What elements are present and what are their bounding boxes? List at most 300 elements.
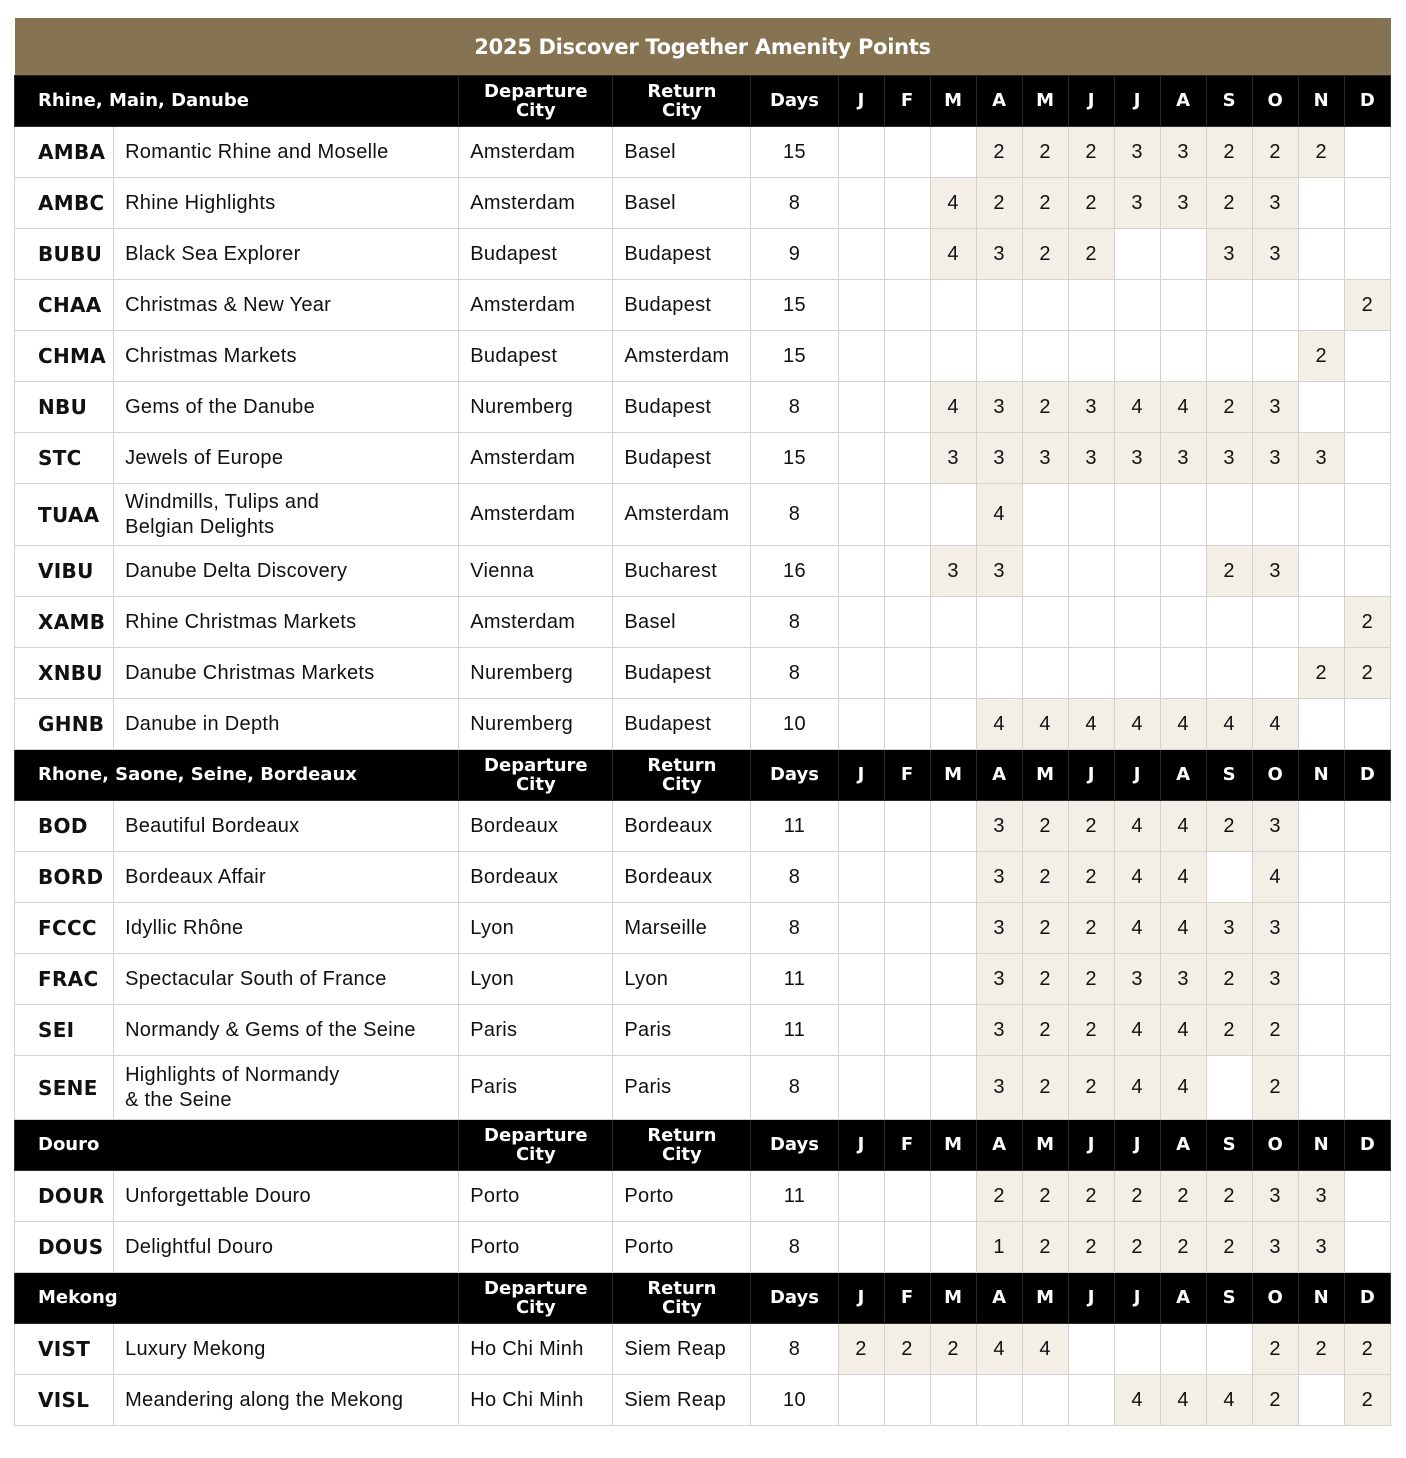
month-points-cell bbox=[930, 1171, 976, 1222]
trip-days: 10 bbox=[751, 699, 838, 750]
table-row bbox=[15, 1056, 1391, 1120]
table-row bbox=[15, 699, 1391, 750]
month-points-cell bbox=[1298, 178, 1344, 229]
return-city: Budapest bbox=[613, 382, 751, 433]
trip-name-line: Christmas Markets bbox=[125, 344, 297, 367]
month-points-cell: 4 bbox=[930, 229, 976, 280]
trip-name-line: Rhine Highlights bbox=[125, 191, 276, 214]
header-line: Departure bbox=[484, 1125, 588, 1146]
header-line: City bbox=[515, 1144, 556, 1165]
month-points-cell: 4 bbox=[1114, 852, 1160, 903]
month-points-cell bbox=[1344, 229, 1390, 280]
table-row bbox=[15, 546, 1391, 597]
month-points-cell: 2 bbox=[1068, 801, 1114, 852]
days-header: Days bbox=[751, 1273, 838, 1324]
table-title: 2025 Discover Together Amenity Points bbox=[15, 18, 1391, 76]
month-points-cell: 2 bbox=[1068, 1056, 1114, 1120]
month-points-cell bbox=[838, 648, 884, 699]
month-header: J bbox=[1114, 750, 1160, 801]
month-points-cell: 2 bbox=[1022, 1005, 1068, 1056]
month-points-cell: 3 bbox=[1252, 1222, 1298, 1273]
month-points-cell bbox=[884, 699, 930, 750]
month-points-cell bbox=[884, 954, 930, 1005]
month-header: M bbox=[1022, 750, 1068, 801]
month-header: J bbox=[1114, 1120, 1160, 1171]
month-points-cell bbox=[884, 597, 930, 648]
return-city: Siem Reap bbox=[613, 1324, 751, 1375]
month-points-cell: 4 bbox=[1160, 852, 1206, 903]
month-points-cell bbox=[930, 1005, 976, 1056]
month-points-cell: 2 bbox=[1344, 1375, 1390, 1426]
return-city: Budapest bbox=[613, 229, 751, 280]
month-points-cell bbox=[838, 382, 884, 433]
month-points-cell: 4 bbox=[1252, 852, 1298, 903]
month-points-cell bbox=[1298, 1375, 1344, 1426]
departure-city: Vienna bbox=[459, 546, 613, 597]
section-header-row bbox=[15, 1120, 1391, 1171]
trip-days: 8 bbox=[751, 484, 838, 546]
month-points-cell bbox=[1344, 546, 1390, 597]
header-line: City bbox=[662, 1297, 702, 1318]
month-points-cell bbox=[838, 1171, 884, 1222]
month-points-cell: 2 bbox=[1068, 903, 1114, 954]
table-row bbox=[15, 1375, 1391, 1426]
month-points-cell: 4 bbox=[1114, 1005, 1160, 1056]
month-points-cell: 4 bbox=[1068, 699, 1114, 750]
month-points-cell: 3 bbox=[976, 801, 1022, 852]
month-points-cell: 3 bbox=[1298, 433, 1344, 484]
header-line: City bbox=[662, 1144, 702, 1165]
table-row bbox=[15, 331, 1391, 382]
month-points-cell bbox=[884, 484, 930, 546]
header-line: City bbox=[515, 100, 556, 121]
month-points-cell bbox=[1344, 178, 1390, 229]
month-points-cell bbox=[884, 433, 930, 484]
month-points-cell bbox=[1298, 280, 1344, 331]
month-points-cell bbox=[1298, 699, 1344, 750]
header-line: Return bbox=[647, 1278, 717, 1299]
month-points-cell: 2 bbox=[1298, 127, 1344, 178]
return-city: Siem Reap bbox=[613, 1375, 751, 1426]
header-line: Departure bbox=[484, 755, 588, 776]
trip-name bbox=[114, 1171, 459, 1222]
header-line: City bbox=[515, 774, 556, 795]
month-points-cell bbox=[1114, 648, 1160, 699]
trip-name-line: Gems of the Danube bbox=[125, 395, 316, 418]
trip-days: 11 bbox=[751, 1005, 838, 1056]
month-points-cell: 3 bbox=[976, 954, 1022, 1005]
departure-city: Ho Chi Minh bbox=[459, 1324, 613, 1375]
month-points-cell bbox=[1252, 484, 1298, 546]
month-header: F bbox=[884, 1273, 930, 1324]
month-points-cell bbox=[884, 903, 930, 954]
trip-code: DOUS bbox=[15, 1222, 114, 1273]
table-row bbox=[15, 127, 1391, 178]
return-city: Basel bbox=[613, 178, 751, 229]
month-points-cell bbox=[1068, 546, 1114, 597]
month-points-cell: 3 bbox=[1160, 127, 1206, 178]
month-points-cell: 2 bbox=[1022, 801, 1068, 852]
return-city: Budapest bbox=[613, 280, 751, 331]
month-header: J bbox=[1114, 76, 1160, 127]
month-points-cell: 3 bbox=[1160, 433, 1206, 484]
trip-code: AMBA bbox=[15, 127, 114, 178]
month-points-cell bbox=[1160, 331, 1206, 382]
month-points-cell bbox=[1298, 597, 1344, 648]
month-points-cell bbox=[1206, 280, 1252, 331]
month-points-cell bbox=[1114, 484, 1160, 546]
month-points-cell: 2 bbox=[1022, 178, 1068, 229]
month-points-cell: 2 bbox=[1252, 1056, 1298, 1120]
month-points-cell bbox=[838, 1005, 884, 1056]
trip-days: 8 bbox=[751, 1222, 838, 1273]
trip-code: BOD bbox=[15, 801, 114, 852]
departure-city: Amsterdam bbox=[459, 178, 613, 229]
month-points-cell bbox=[1022, 484, 1068, 546]
days-header: Days bbox=[751, 1120, 838, 1171]
trip-name bbox=[114, 331, 459, 382]
month-points-cell bbox=[930, 127, 976, 178]
month-points-cell: 2 bbox=[1344, 597, 1390, 648]
month-points-cell bbox=[884, 801, 930, 852]
month-header: A bbox=[1160, 750, 1206, 801]
month-header: M bbox=[1022, 76, 1068, 127]
month-points-cell bbox=[1298, 954, 1344, 1005]
month-points-cell bbox=[1298, 1005, 1344, 1056]
month-points-cell bbox=[1022, 648, 1068, 699]
month-points-cell: 2 bbox=[838, 1324, 884, 1375]
month-points-cell: 4 bbox=[1022, 699, 1068, 750]
month-points-cell bbox=[884, 229, 930, 280]
return-city: Bordeaux bbox=[613, 852, 751, 903]
region-name: Rhine, Main, Danube bbox=[15, 76, 459, 127]
return-city: Budapest bbox=[613, 648, 751, 699]
month-points-cell: 2 bbox=[930, 1324, 976, 1375]
header-line: Return bbox=[647, 81, 717, 102]
trip-name bbox=[114, 280, 459, 331]
month-points-cell bbox=[838, 178, 884, 229]
month-points-cell bbox=[1160, 597, 1206, 648]
trip-days: 8 bbox=[751, 178, 838, 229]
month-points-cell: 2 bbox=[1114, 1171, 1160, 1222]
month-points-cell: 3 bbox=[1114, 433, 1160, 484]
trip-name bbox=[114, 852, 459, 903]
month-points-cell: 2 bbox=[1206, 1171, 1252, 1222]
month-points-cell bbox=[884, 852, 930, 903]
month-points-cell bbox=[930, 1056, 976, 1120]
month-points-cell: 4 bbox=[1252, 699, 1298, 750]
header-line: City bbox=[662, 100, 702, 121]
header-line: Departure bbox=[484, 81, 588, 102]
month-points-cell: 2 bbox=[976, 178, 1022, 229]
month-header: D bbox=[1344, 1273, 1390, 1324]
trip-name-line: Unforgettable Douro bbox=[125, 1184, 311, 1207]
month-points-cell bbox=[1298, 852, 1344, 903]
month-points-cell bbox=[1022, 1375, 1068, 1426]
month-points-cell: 2 bbox=[1344, 648, 1390, 699]
month-points-cell: 2 bbox=[1298, 648, 1344, 699]
trip-name-line: Belgian Delights bbox=[125, 515, 275, 538]
month-points-cell: 4 bbox=[1114, 801, 1160, 852]
trip-name-line: Jewels of Europe bbox=[125, 446, 284, 469]
month-points-cell bbox=[838, 1056, 884, 1120]
month-points-cell bbox=[1344, 331, 1390, 382]
table-row bbox=[15, 597, 1391, 648]
month-points-cell bbox=[1068, 597, 1114, 648]
month-points-cell bbox=[930, 597, 976, 648]
header-line: Return bbox=[647, 1125, 717, 1146]
month-header: J bbox=[1068, 750, 1114, 801]
trip-name-line: Beautiful Bordeaux bbox=[125, 814, 300, 837]
month-points-cell: 2 bbox=[1344, 1324, 1390, 1375]
trip-days: 8 bbox=[751, 382, 838, 433]
month-points-cell bbox=[1252, 331, 1298, 382]
month-points-cell: 2 bbox=[1298, 331, 1344, 382]
trip-code: FCCC bbox=[15, 903, 114, 954]
return-city: Budapest bbox=[613, 699, 751, 750]
header-line: City bbox=[662, 774, 702, 795]
return-city: Porto bbox=[613, 1222, 751, 1273]
table-row bbox=[15, 484, 1391, 546]
month-points-cell bbox=[1160, 484, 1206, 546]
month-points-cell bbox=[930, 1222, 976, 1273]
table-row bbox=[15, 1324, 1391, 1375]
departure-city: Amsterdam bbox=[459, 280, 613, 331]
month-points-cell: 2 bbox=[1114, 1222, 1160, 1273]
month-points-cell: 4 bbox=[1114, 903, 1160, 954]
departure-city: Budapest bbox=[459, 331, 613, 382]
month-points-cell: 4 bbox=[1114, 699, 1160, 750]
trip-name bbox=[114, 648, 459, 699]
month-points-cell: 4 bbox=[1160, 1056, 1206, 1120]
month-points-cell: 2 bbox=[1022, 903, 1068, 954]
return-city: Budapest bbox=[613, 433, 751, 484]
month-header: J bbox=[1068, 1120, 1114, 1171]
trip-code: CHMA bbox=[15, 331, 114, 382]
return-city: Lyon bbox=[613, 954, 751, 1005]
month-points-cell: 2 bbox=[1206, 382, 1252, 433]
departure-city: Bordeaux bbox=[459, 801, 613, 852]
trip-days: 11 bbox=[751, 954, 838, 1005]
month-points-cell: 2 bbox=[1022, 1171, 1068, 1222]
month-header: A bbox=[976, 1120, 1022, 1171]
trip-days: 8 bbox=[751, 1324, 838, 1375]
month-points-cell bbox=[1344, 433, 1390, 484]
month-points-cell bbox=[1068, 280, 1114, 331]
month-header: M bbox=[930, 76, 976, 127]
month-points-cell bbox=[1206, 597, 1252, 648]
trip-name-line: Black Sea Explorer bbox=[125, 242, 301, 265]
month-header: J bbox=[838, 76, 884, 127]
month-points-cell: 2 bbox=[884, 1324, 930, 1375]
month-points-cell: 2 bbox=[1252, 1005, 1298, 1056]
trip-days: 8 bbox=[751, 1056, 838, 1120]
departure-city: Porto bbox=[459, 1222, 613, 1273]
departure-city: Amsterdam bbox=[459, 484, 613, 546]
month-points-cell bbox=[838, 229, 884, 280]
month-header: A bbox=[976, 76, 1022, 127]
trip-code: NBU bbox=[15, 382, 114, 433]
month-points-cell: 2 bbox=[1252, 1375, 1298, 1426]
trip-code: SENE bbox=[15, 1056, 114, 1120]
month-header: A bbox=[976, 1273, 1022, 1324]
trip-name bbox=[114, 597, 459, 648]
month-points-cell: 3 bbox=[1068, 433, 1114, 484]
trip-name bbox=[114, 1375, 459, 1426]
month-points-cell bbox=[1160, 648, 1206, 699]
month-points-cell: 3 bbox=[1252, 801, 1298, 852]
trip-code: VIST bbox=[15, 1324, 114, 1375]
month-points-cell bbox=[1068, 1324, 1114, 1375]
month-points-cell bbox=[1344, 1056, 1390, 1120]
month-points-cell: 2 bbox=[1206, 954, 1252, 1005]
table-row bbox=[15, 1005, 1391, 1056]
month-points-cell: 3 bbox=[1252, 433, 1298, 484]
month-points-cell bbox=[1252, 280, 1298, 331]
month-points-cell: 3 bbox=[1022, 433, 1068, 484]
month-header: O bbox=[1252, 1273, 1298, 1324]
month-header: S bbox=[1206, 1120, 1252, 1171]
trip-name bbox=[114, 484, 459, 546]
trip-code: XAMB bbox=[15, 597, 114, 648]
month-points-cell bbox=[838, 852, 884, 903]
month-points-cell: 4 bbox=[930, 178, 976, 229]
month-points-cell bbox=[1344, 903, 1390, 954]
month-points-cell: 2 bbox=[1206, 178, 1252, 229]
trip-name bbox=[114, 1056, 459, 1120]
month-header: A bbox=[1160, 1120, 1206, 1171]
trip-name bbox=[114, 382, 459, 433]
month-points-cell: 4 bbox=[1160, 801, 1206, 852]
month-points-cell bbox=[838, 903, 884, 954]
month-points-cell bbox=[1068, 331, 1114, 382]
trip-name-line: Idyllic Rhône bbox=[125, 916, 244, 939]
month-points-cell bbox=[1160, 1324, 1206, 1375]
month-points-cell bbox=[838, 699, 884, 750]
trip-code: CHAA bbox=[15, 280, 114, 331]
trip-days: 11 bbox=[751, 801, 838, 852]
table-row bbox=[15, 229, 1391, 280]
table-row bbox=[15, 801, 1391, 852]
month-points-cell bbox=[1298, 903, 1344, 954]
month-header: J bbox=[838, 750, 884, 801]
month-points-cell bbox=[838, 597, 884, 648]
month-points-cell bbox=[976, 331, 1022, 382]
table-row bbox=[15, 852, 1391, 903]
month-header: M bbox=[1022, 1273, 1068, 1324]
month-points-cell: 4 bbox=[1160, 903, 1206, 954]
month-points-cell: 2 bbox=[1022, 1222, 1068, 1273]
month-points-cell: 2 bbox=[1206, 127, 1252, 178]
month-points-cell: 2 bbox=[1022, 1056, 1068, 1120]
table-row bbox=[15, 954, 1391, 1005]
month-points-cell: 2 bbox=[1068, 1005, 1114, 1056]
trip-days: 8 bbox=[751, 903, 838, 954]
month-points-cell: 4 bbox=[930, 382, 976, 433]
month-points-cell bbox=[1298, 484, 1344, 546]
month-points-cell: 4 bbox=[1114, 382, 1160, 433]
trip-name bbox=[114, 954, 459, 1005]
month-points-cell: 4 bbox=[1114, 1056, 1160, 1120]
month-points-cell: 3 bbox=[1252, 1171, 1298, 1222]
departure-city: Bordeaux bbox=[459, 852, 613, 903]
table-row bbox=[15, 1222, 1391, 1273]
month-points-cell: 3 bbox=[1298, 1171, 1344, 1222]
month-points-cell bbox=[1206, 1056, 1252, 1120]
month-points-cell bbox=[976, 597, 1022, 648]
return-city: Bucharest bbox=[613, 546, 751, 597]
month-points-cell bbox=[1160, 229, 1206, 280]
departure-city: Lyon bbox=[459, 954, 613, 1005]
month-points-cell bbox=[1206, 484, 1252, 546]
month-header: F bbox=[884, 76, 930, 127]
month-points-cell bbox=[884, 648, 930, 699]
month-points-cell bbox=[1114, 280, 1160, 331]
trip-name-line: Romantic Rhine and Moselle bbox=[125, 140, 389, 163]
departure-city: Lyon bbox=[459, 903, 613, 954]
month-points-cell: 3 bbox=[976, 546, 1022, 597]
month-points-cell: 3 bbox=[1114, 954, 1160, 1005]
trip-code: VIBU bbox=[15, 546, 114, 597]
trip-name-line: Bordeaux Affair bbox=[125, 865, 266, 888]
month-points-cell bbox=[884, 1222, 930, 1273]
month-header: O bbox=[1252, 750, 1298, 801]
month-points-cell: 2 bbox=[1160, 1171, 1206, 1222]
return-city: Basel bbox=[613, 127, 751, 178]
trip-code: AMBC bbox=[15, 178, 114, 229]
month-header: S bbox=[1206, 76, 1252, 127]
trip-name bbox=[114, 1222, 459, 1273]
month-points-cell bbox=[976, 1375, 1022, 1426]
month-header: O bbox=[1252, 1120, 1298, 1171]
month-points-cell: 2 bbox=[1022, 954, 1068, 1005]
trip-name-line: Delightful Douro bbox=[125, 1235, 274, 1258]
trip-name bbox=[114, 1005, 459, 1056]
departure-city: Amsterdam bbox=[459, 597, 613, 648]
month-points-cell: 4 bbox=[1206, 1375, 1252, 1426]
month-header: D bbox=[1344, 750, 1390, 801]
month-points-cell bbox=[1068, 648, 1114, 699]
return-city-header bbox=[613, 750, 751, 801]
month-header: M bbox=[930, 750, 976, 801]
trip-name-line: Luxury Mekong bbox=[125, 1337, 266, 1360]
month-points-cell: 3 bbox=[1114, 127, 1160, 178]
trip-days: 8 bbox=[751, 648, 838, 699]
month-points-cell bbox=[1114, 597, 1160, 648]
return-city-header bbox=[613, 1273, 751, 1324]
trip-days: 11 bbox=[751, 1171, 838, 1222]
month-points-cell: 4 bbox=[1160, 1005, 1206, 1056]
month-header: N bbox=[1298, 1120, 1344, 1171]
month-points-cell bbox=[930, 1375, 976, 1426]
return-city: Amsterdam bbox=[613, 484, 751, 546]
month-header: N bbox=[1298, 76, 1344, 127]
month-points-cell: 2 bbox=[1298, 1324, 1344, 1375]
month-header: N bbox=[1298, 1273, 1344, 1324]
departure-city: Nuremberg bbox=[459, 382, 613, 433]
month-points-cell: 4 bbox=[976, 699, 1022, 750]
month-points-cell: 4 bbox=[1114, 1375, 1160, 1426]
month-points-cell bbox=[838, 1375, 884, 1426]
month-header: D bbox=[1344, 76, 1390, 127]
month-points-cell bbox=[838, 433, 884, 484]
month-points-cell bbox=[1022, 280, 1068, 331]
month-points-cell bbox=[884, 280, 930, 331]
month-points-cell: 3 bbox=[1160, 954, 1206, 1005]
trip-name bbox=[114, 546, 459, 597]
month-points-cell: 2 bbox=[1022, 852, 1068, 903]
month-points-cell: 3 bbox=[1160, 178, 1206, 229]
